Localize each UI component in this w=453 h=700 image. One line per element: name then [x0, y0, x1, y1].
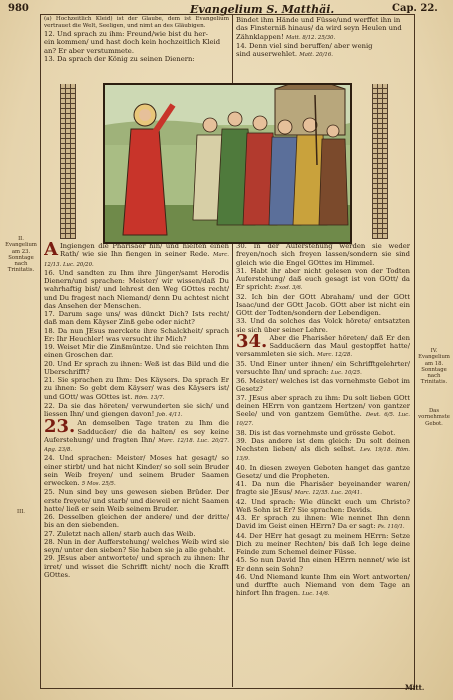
verse-13-line-4: Zähnklappen! — [236, 32, 284, 41]
verse-30: 30. In der Auferstehung werden sie weder freyen/noch sich freyen lassen/sondern sie sind gleich wie die Engel GOttes im Himmel. — [236, 242, 410, 267]
verse-26: 26. Desselben gleichen der andere/ und der dritte/ bis an den siebenden. — [44, 513, 229, 530]
catchword: Mitt. — [405, 683, 425, 692]
top-left-text — [44, 16, 229, 83]
verse-27: 27. Zuletzt nach allen/ starb auch das Weib. — [44, 529, 196, 538]
margin-note-gospel-23: II. Evangelium am 23. Sonntage nach Trinitatis. — [5, 236, 37, 274]
verse-29: 29. JEsus aber antwortete/ und sprach zu ihnen: Ihr irret/ und wisset die Schrifft nicht/ noch die Krafft GOttes. — [44, 554, 229, 579]
reference: 5 Mos. 25/5. — [81, 481, 116, 487]
chapter-label: Cap. 22. — [392, 3, 438, 14]
reference: Marc. 12/28. — [317, 352, 353, 359]
verse-38: 38. Dis ist das vornehmste und grösste Gebot. — [236, 428, 396, 437]
left-text-column — [44, 242, 229, 682]
verse-28: 28. Nun in der Aufferstehung/ welches Weib wird sie seyn/ unter den sieben? Sie haben sie ja alle gehabt. — [44, 537, 229, 554]
verse-16: 16. Und sandten zu Ihm ihre Jünger/samt Herodis Dienern/und sprachen: Meister/ wir wissen/daß Du wahrhaftig bist/ und lehrest den Weg GOttes recht/ und Du fragest nach Niemand/ denn Du achtest nicht das Ansehen der Menschen. — [44, 268, 229, 310]
reference: Matt. 8/12. 25/30. — [285, 34, 336, 41]
reference: Deut. 6/5. Luc. 10/27. — [236, 412, 410, 428]
ornament-border-right — [372, 84, 388, 239]
verse-46: 46. Und Niemand kunte Ihm ein Wort antworten/ und durffte auch Niemand von dem Tage an hinfort Ihn fragen. — [236, 572, 410, 598]
reference: Ps. 110/1. — [377, 524, 405, 531]
verse-12-line-3: an? Er aber verstummete. — [44, 46, 134, 55]
column-divider-top — [232, 14, 233, 83]
verse-37: 37. JEsus aber sprach zu ihm: Du solt lieben GOtt deinen HErrn von gantzem Hertzen/ von gantzer Seele/ und von gantzem Gemüthe. — [236, 393, 410, 418]
drop-cap: 34. — [236, 330, 268, 352]
verse-42: 42. Und sprach: Wie dünckt euch um Christo? Weß Sohn ist Er? Sie sprachen: Davids. — [236, 497, 410, 514]
verse-40: 40. In diesen zweyen Geboten hanget das gantze Gesetz/ und die Propheten. — [236, 463, 410, 480]
margin-note-section-3: III. — [17, 509, 25, 515]
verse-19: 19. Weiset Mir die Zinßmüntze. Und sie reichten Ihm einen Groschen dar. — [44, 343, 229, 360]
verse-44: 44. Der HErr hat gesagt zu meinem HErrn: Setze Dich zu meiner Rechten/ bis daß Ich lege deine Feinde zum Schemel deiner Füsse. — [236, 531, 410, 556]
margin-note-gospel-18: IV. Evangelium am 18. Sonntage nach Trinitatis. — [418, 348, 450, 386]
running-title: Evangelium S. Matthäi. — [190, 3, 335, 16]
verse-13-line-3: das Finsterniß hinaus/ da wird seyn Heulen und — [236, 24, 402, 33]
woodcut-illustration — [103, 83, 352, 244]
verse-41: 41. Da nun die Pharisäer beyeinander waren/ fragte sie JEsus/ — [236, 480, 410, 497]
verse-33: 33. Und da solches das Volck hörete/ entsatzten sie sich über seiner Lehre. — [236, 317, 410, 334]
verse-12-line-2: ein kommen/ und hast doch kein hochzeitlich Kleid — [44, 38, 221, 47]
margin-note-greatest-commandment: Das vornehmste Gebot. — [418, 408, 450, 427]
reference: Marc. 12/18. Luc. 20/27. Apg. 23/8. — [44, 437, 229, 453]
verse-36: 36. Meister/ welches ist das vornehmste Gebot im Gesetz? — [236, 377, 410, 394]
top-right-text — [236, 16, 410, 83]
verse-14-line-1: 14. Denn viel sind beruffen/ aber wenig — [236, 41, 373, 50]
reference: Luc. 14/6. — [302, 591, 330, 598]
drop-cap: 23. — [44, 416, 76, 438]
reference: Matt. 20/16. — [299, 52, 333, 58]
reference: Marc. 12/13. Luc. 20/20. — [44, 252, 229, 268]
verse-32: 32. Ich bin der GOtt Abraham/ und der GOtt Isaac/und der GOtt Jacob. GOtt aber ist nicht ein GOtt der Todten/sondern der Lebendigen. — [236, 292, 410, 317]
reference: Marc. 12/35. Luc. 20/41. — [294, 490, 362, 497]
verse-31: 31. Habt ihr aber nicht gelesen von der Todten Auferstehung/ daß euch gesagt ist von GOtt/ da Er spricht: — [236, 266, 410, 292]
verse-14-line-2: sind auserwehlet. — [236, 50, 298, 58]
verse-21: 21. Sie sprachen zu Ihm: Des Käysers. Da sprach Er zu ihnen: So gebt dem Käyser/ was des Käysers ist/ und GOtt/ was GOttes ist. — [44, 376, 229, 401]
woodcut-scene — [105, 85, 350, 242]
footnote-a: (a) Hochzeitlich Kleid) ist der Glaube, dem ist Evangelium vertrauet die Welt, Seeligen, und nimt an des Gläubigen. — [44, 16, 229, 29]
verse-39: 39. Das andere ist dem gleich: Du solt deinen Nechsten lieben/ als dich selbst. — [236, 436, 410, 453]
reference: Exod. 3/6. — [275, 285, 303, 292]
page-number: 980 — [8, 3, 29, 14]
reference: Lev. 19/18. Röm. 13/9. — [236, 447, 410, 463]
verse-34: Aber die Pharisäer höreten/ daß Er den Sadducäern das Maul gestopffet hatte/ versammleten sie sich. — [236, 333, 410, 359]
verse-20: 20. Und Er sprach zu ihnen: Weß ist das Bild und die Uberschrifft? — [44, 359, 229, 376]
verse-12-line-1: 12. Und sprach zu ihm: Freund/wie bist du her- — [44, 30, 208, 38]
verse-24: 24. Und sprachen: Meister/ Moses hat gesagt/ so einer stirbt/ und hat nicht Kinder/ so soll sein Bruder sein Weib freyen/ und seinem Bruder Saamen erwecken. — [44, 454, 229, 487]
verse-45: 45. So nun David Ihn einen HErrn nennet/ wie ist Er denn sein Sohn? — [236, 556, 410, 573]
verse-35: 35. Und Einer unter ihnen/ ein Schrifftgelehrter/ versuchte Ihn/ und sprach: — [236, 359, 410, 376]
verse-23: An demselben Tage traten zu Ihm die Sadducäer/ die da halten/ es sey keine Auferstehung/ und fragten Ihn/ — [44, 419, 229, 444]
reference: Luc. 10/25. — [331, 369, 362, 376]
column-divider-main — [232, 241, 233, 687]
ornament-border-left — [60, 84, 76, 239]
verse-43: 43. Er sprach zu ihnen: Wie nennet Ihn denn David im Geist einen HErrn? Da er sagt: — [236, 514, 410, 531]
verse-13-line-1: 13. Da sprach der König zu seinen Dienern: — [44, 54, 195, 63]
reference: Job. 4/11. — [156, 412, 183, 418]
verse-17: 17. Darum sage uns/ was dünckt Dich? Ists recht/ daß man dem Käyser Zinß gebe oder nicht? — [44, 310, 229, 327]
reference: Röm. 13/7. — [134, 394, 165, 401]
drop-cap: A — [44, 242, 58, 260]
verse-22: 22. Da sie das höreten/ verwunderten sie sich/ und liessen Ihn/ und giengen davon! — [44, 401, 229, 418]
verse-15: Ingiengen die Pharisäer hin/ und hielten einen Rath/ wie sie Ihn fiengen in seiner Rede. — [59, 242, 229, 259]
right-text-column — [236, 242, 410, 682]
verse-18: 18. Da nun JEsus merckete ihre Schalckheit/ sprach Er: Ihr Heuchler! was versucht ihr Mich? — [44, 326, 229, 343]
verse-13-line-2: Bindet ihm Hände und Füsse/und werffet ihn in — [236, 16, 401, 24]
verse-25: 25. Nun sind bey uns gewesen sieben Brüder. Der erste freyete/ und starb/ und dieweil er nicht Saamen hatte/ ließ er sein Weib seinem Bruder. — [44, 488, 229, 513]
